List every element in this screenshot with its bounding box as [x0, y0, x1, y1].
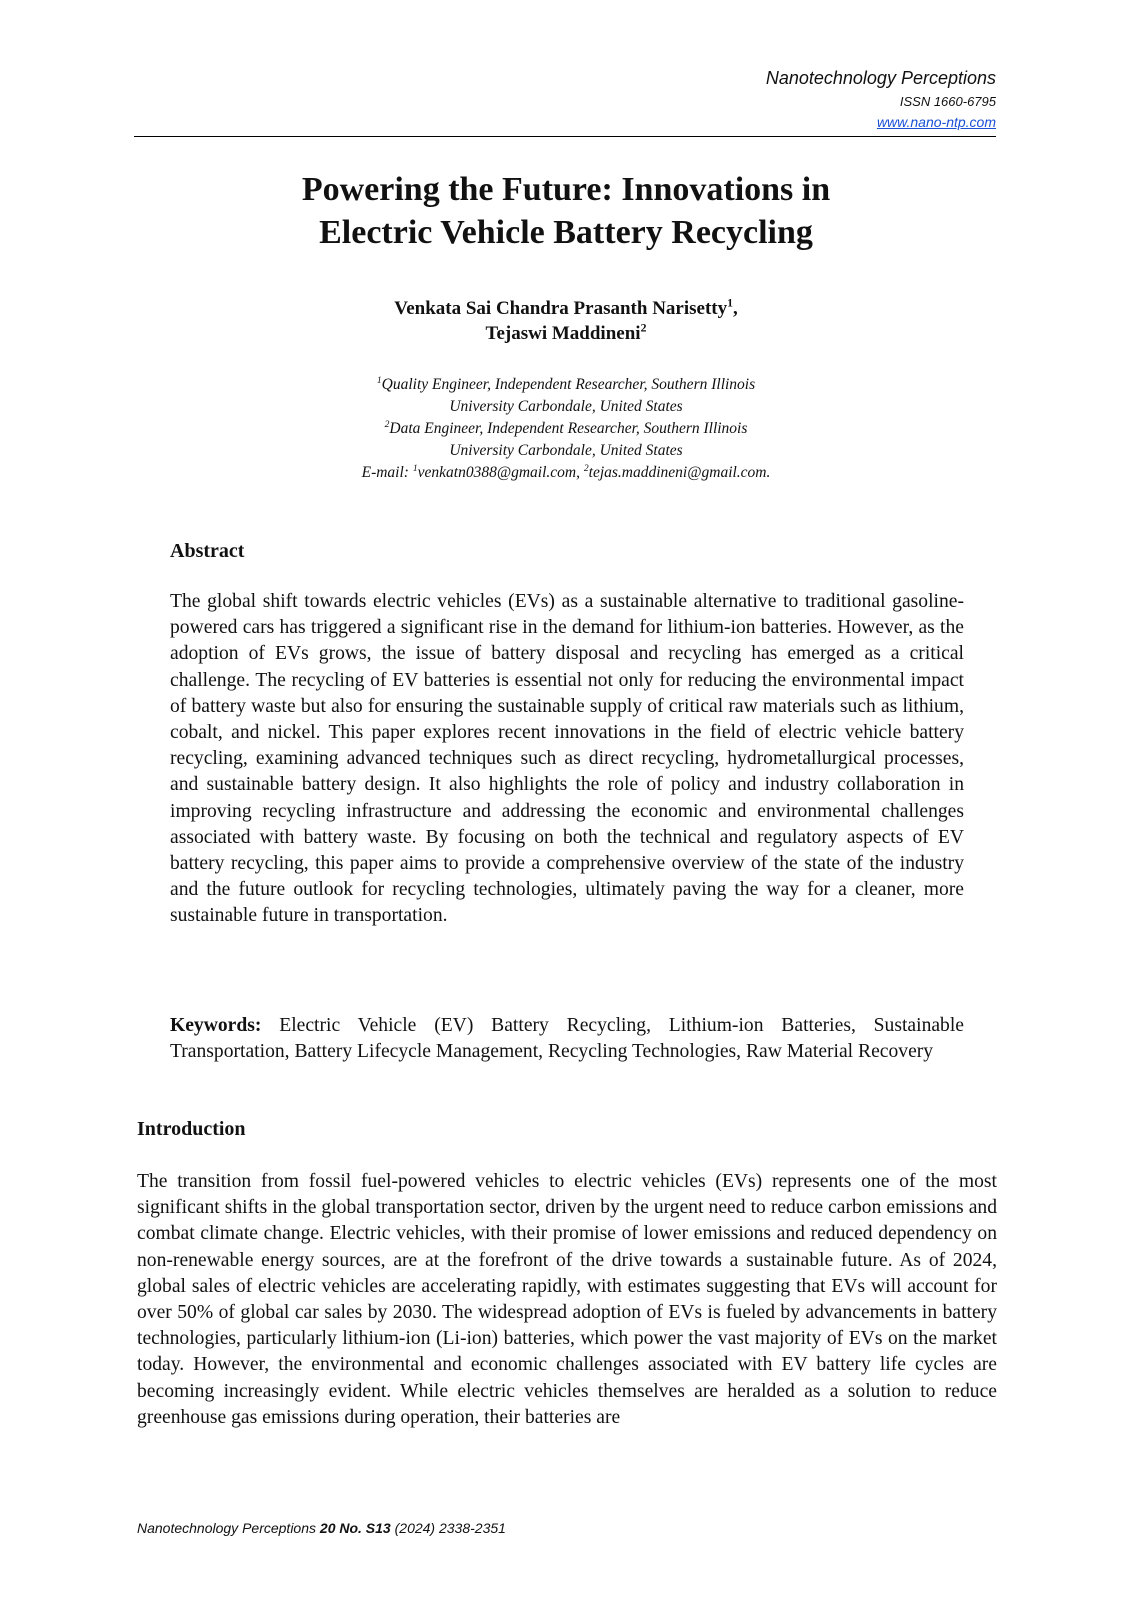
author-1-mark: 1: [727, 296, 734, 310]
affil-1-line-2: University Carbondale, United States: [449, 398, 683, 415]
issn: ISSN 1660-6795: [899, 94, 996, 109]
email-2: tejas.maddineni@gmail.com.: [588, 464, 771, 481]
email-1-mark: 1: [412, 462, 418, 474]
author-separator: ,: [733, 298, 738, 319]
page-footer: [137, 1520, 506, 1536]
author-2-mark: 2: [640, 321, 647, 335]
affil-1-line-1: Quality Engineer, Independent Researcher, Southern Illinois: [381, 376, 756, 393]
keywords-label: Keywords:: [170, 1015, 262, 1036]
affil-2-line-1: Data Engineer, Independent Researcher, Southern Illinois: [389, 420, 748, 437]
footer-journal: Nanotechnology Perceptions: [137, 1520, 320, 1536]
affiliations: [0, 374, 1132, 484]
affil-2-line-2: University Carbondale, United States: [449, 442, 683, 459]
abstract-heading: Abstract: [170, 540, 245, 562]
keywords-text: Electric Vehicle (EV) Battery Recycling, Lithium-ion Batteries, Sustainable Transportation, Battery Lifecycle Management, Recycling Technologies, Raw Material Recovery: [170, 1015, 964, 1063]
keywords: [170, 1013, 964, 1065]
affil-1-mark: 1: [376, 374, 382, 386]
paper-title: [0, 168, 1132, 254]
journal-name: Nanotechnology Perceptions: [765, 68, 996, 88]
header-divider: [134, 136, 996, 137]
affil-2-mark: 2: [384, 418, 390, 430]
author-list: [0, 296, 1132, 346]
introduction-heading: Introduction: [137, 1118, 246, 1140]
author-1: Venkata Sai Chandra Prasanth Narisetty: [394, 298, 728, 319]
journal-url-link[interactable]: www.nano-ntp.com: [876, 114, 996, 130]
footer-volume: 20 No. S13: [319, 1520, 391, 1536]
email-1: venkatn0388@gmail.com,: [417, 464, 584, 481]
abstract-text: The global shift towards electric vehicles (EVs) as a sustainable alternative to traditional gasoline-powered cars has triggered a significant rise in the demand for lithium-ion batteries. However, as the adoption of EVs grows, the issue of battery disposal and recycling has emerged as a critical challenge. The recycling of EV batteries is essential not only for reducing the environmental impact of battery waste but also for ensuring the sustainable supply of critical raw materials such as lithium, cobalt, and nickel. This paper explores recent innovations in the field of electric vehicle battery recycling, examining advanced techniques such as direct recycling, hydrometallurgical processes, and sustainable battery design. It also highlights the role of policy and industry collaboration in improving recycling infrastructure and addressing the economic and environmental challenges associated with battery waste. By focusing on both the technical and regulatory aspects of EV battery recycling, this paper aims to provide a comprehensive overview of the state of the industry and the future outlook for recycling technologies, ultimately paving the way for a cleaner, more sustainable future in transportation.: [170, 591, 964, 927]
title-line-2: Electric Vehicle Battery Recycling: [319, 214, 813, 251]
author-2: Tejaswi Maddineni: [485, 323, 641, 344]
email-2-mark: 2: [583, 462, 589, 474]
introduction-text: The transition from fossil fuel-powered vehicles to electric vehicles (EVs) represents one of the most significant shifts in the global transportation sector, driven by the urgent need to reduce carbon emissions and combat climate change. Electric vehicles, with their promise of lower emissions and reduced dependency on non-renewable energy sources, are at the forefront of the drive towards a sustainable future. As of 2024, global sales of electric vehicles are accelerating rapidly, with estimates suggesting that EVs will account for over 50% of global car sales by 2030. The widespread adoption of EVs is fueled by advancements in battery technologies, particularly lithium-ion (Li-ion) batteries, which power the vast majority of EVs on the market today. However, the environmental and economic challenges associated with EV battery life cycles are becoming increasingly evident. While electric vehicles themselves are heralded as a solution to reduce greenhouse gas emissions during operation, their batteries are: [137, 1171, 997, 1428]
footer-pages: (2024) 2338-2351: [390, 1520, 506, 1536]
email-line: [0, 462, 1132, 484]
email-label: E-mail:: [361, 464, 413, 481]
title-line-1: Powering the Future: Innovations in: [301, 171, 831, 208]
